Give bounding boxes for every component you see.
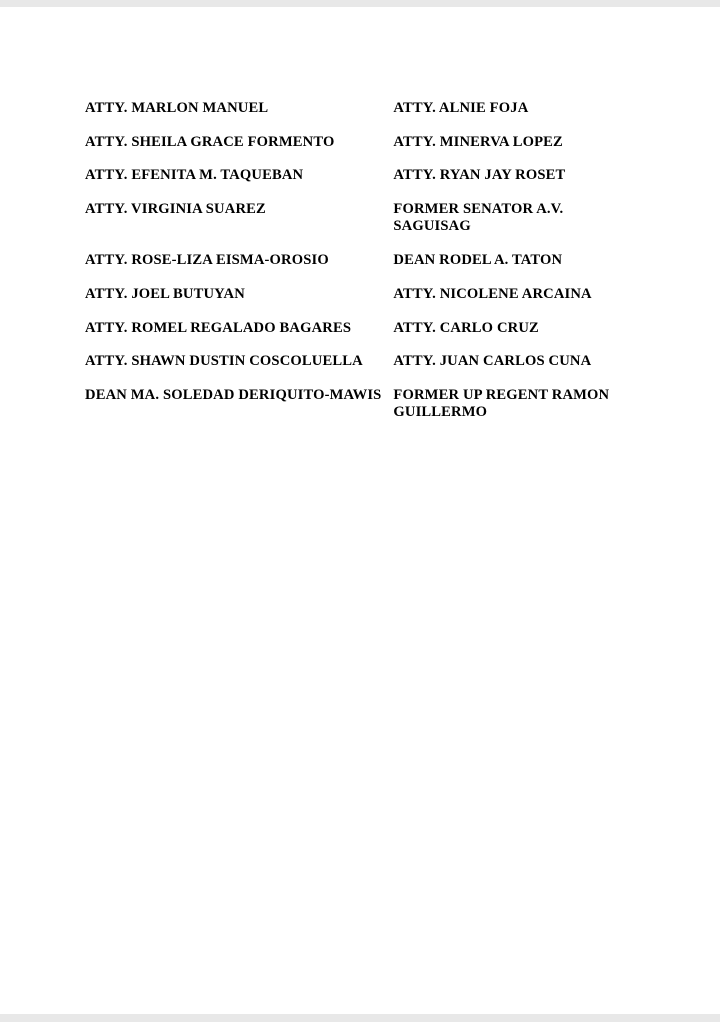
table-row [85, 201, 625, 252]
table-row [85, 387, 625, 438]
signatory-name: ATTY. ROSE-LIZA EISMA-OROSIO [85, 252, 329, 269]
signatory-name: FORMER UP REGENT RAMON GUILLERMO [393, 386, 610, 421]
signatory-name: DEAN MA. SOLEDAD DERIQUITO-MAWIS [85, 386, 382, 403]
signatory-name: ATTY. ALNIE FOJA [393, 100, 529, 116]
table-row [85, 252, 625, 286]
signatory-name: ATTY. RYAN JAY ROSET [393, 167, 566, 184]
signatory-name: FORMER SENATOR A.V. SAGUISAG [393, 201, 564, 235]
signatory-name: ATTY. ROMEL REGALADO BAGARES [85, 319, 352, 336]
table-row [85, 167, 625, 201]
signatory-name: ATTY. VIRGINIA SUAREZ [85, 201, 266, 218]
signatory-name: ATTY. SHEILA GRACE FORMENTO [85, 133, 335, 150]
signatory-table [85, 100, 625, 438]
signatory-list [85, 100, 625, 438]
signatory-name: ATTY. JOEL BUTUYAN [85, 285, 245, 302]
page-bottom-margin-band [0, 1014, 720, 1022]
signatory-name: ATTY. CARLO CRUZ [393, 319, 539, 336]
page-top-margin-band [0, 0, 720, 7]
table-row [85, 286, 625, 320]
table-row [85, 320, 625, 354]
table-row [85, 100, 625, 134]
table-row [85, 353, 625, 387]
signatory-name: ATTY. MINERVA LOPEZ [393, 133, 563, 150]
signatory-name: ATTY. SHAWN DUSTIN COSCOLUELLA [85, 353, 363, 370]
table-row [85, 134, 625, 168]
signatory-name: ATTY. NICOLENE ARCAINA [393, 285, 592, 302]
signatory-name: DEAN RODEL A. TATON [393, 252, 563, 269]
signatory-name: ATTY. JUAN CARLOS CUNA [393, 353, 592, 370]
signatory-name: ATTY. MARLON MANUEL [85, 100, 269, 116]
signatory-name: ATTY. EFENITA M. TAQUEBAN [85, 167, 304, 184]
